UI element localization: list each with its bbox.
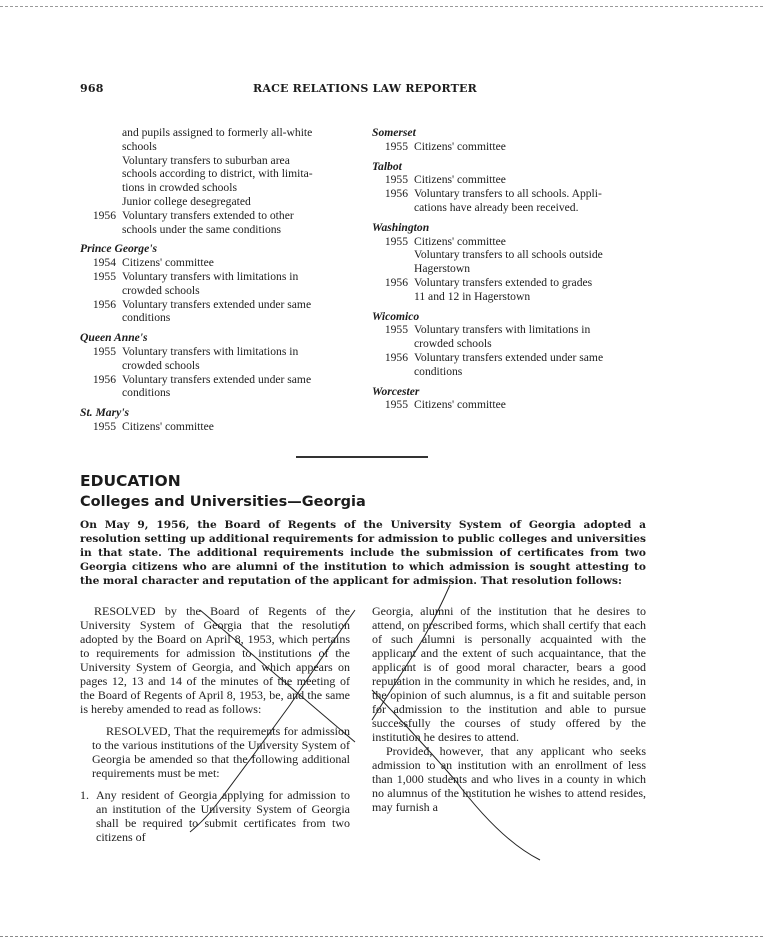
county-entry bbox=[372, 187, 647, 215]
entry-year: 1956 bbox=[384, 275, 408, 289]
county-entry bbox=[80, 373, 355, 401]
section-subheading: Colleges and Universities—Georgia bbox=[80, 494, 366, 510]
resolution-right-column bbox=[372, 604, 646, 814]
entry-year: 1956 bbox=[92, 372, 116, 386]
entry-year: 1955 bbox=[92, 269, 116, 283]
entry-year: 1956 bbox=[384, 187, 408, 201]
entry-line: Voluntary transfers to suburban area bbox=[122, 153, 290, 167]
resolution-paragraph: RESOLVED by the Board of Regents of the University System of Georgia that the resolution adopted by the Board on April 8, 1953, which pertains to requirements for admission to institutions of the University System of Georgia, and which appears on pages 12, 13 and 14 of the minutes of the meeting of the Board of Regents of April 8, 1953, be, and the same is hereby amended to read as follows: bbox=[80, 604, 350, 716]
entry-year: 1955 bbox=[384, 323, 408, 337]
left-county-column bbox=[80, 126, 355, 434]
entry-year: 1955 bbox=[384, 139, 408, 153]
county-entry bbox=[372, 173, 647, 187]
page-number: 968 bbox=[80, 82, 104, 95]
county-entry bbox=[372, 351, 647, 379]
entry-line: Voluntary transfers extended under same bbox=[414, 350, 604, 364]
requirement-text: Any resident of Georgia applying for admission to an institution of the University System of Georgia shall be required to submit certificates from two citizens of bbox=[96, 788, 350, 844]
section-intro: On May 9, 1956, the Board of Regents of the University System of Georgia adopted a resolution setting up additional requirements for admission to public colleges and universities in that state. The additional requirements include the submission of certificates from two Georgia citizens who are alumni of the institution to which admission is sought attesting to the moral character and reputation of the applicant for admission. That resolution follows: bbox=[80, 519, 646, 587]
entry-line: Voluntary transfers with limitations in bbox=[414, 323, 591, 337]
entry-year: 1955 bbox=[384, 234, 408, 248]
top-edge-dashes bbox=[0, 6, 763, 7]
county-entry bbox=[372, 323, 647, 351]
entry-line: crowded schools bbox=[414, 337, 492, 351]
entry-line: conditions bbox=[414, 364, 463, 378]
county-entry bbox=[80, 270, 355, 298]
entry-year: 1956 bbox=[384, 350, 408, 364]
entry-line: tions in crowded schools bbox=[122, 181, 237, 195]
entry-year: 1956 bbox=[92, 297, 116, 311]
entry-line: schools bbox=[122, 139, 157, 153]
requirement-number: 1. bbox=[80, 788, 89, 802]
entry-line: conditions bbox=[122, 386, 171, 400]
requirement-item bbox=[80, 788, 350, 844]
entry-line: Voluntary transfers to all schools. Appli- bbox=[414, 187, 602, 201]
county-entry bbox=[80, 209, 355, 237]
entry-line: Citizens' committee bbox=[414, 234, 506, 248]
entry-year: 1955 bbox=[384, 173, 408, 187]
section-heading: EDUCATION bbox=[80, 472, 181, 490]
county-name: Somerset bbox=[372, 126, 416, 139]
county-name: Worcester bbox=[372, 384, 420, 398]
county-entry bbox=[80, 345, 355, 373]
entry-year bbox=[80, 126, 122, 209]
right-county-column bbox=[372, 126, 647, 412]
county-name: Washington bbox=[372, 220, 430, 234]
entry-line: Citizens' committee bbox=[414, 139, 506, 153]
entry-line: Voluntary transfers extended to grades bbox=[414, 275, 593, 289]
entry-line: Citizens' committee bbox=[414, 398, 506, 412]
county-entry bbox=[372, 235, 647, 276]
resolution-quote: RESOLVED, That the requirements for admission to the various institutions of the University System of Georgia be amended so that the following additional requirements must be met: bbox=[92, 724, 350, 780]
county-name: Wicomico bbox=[372, 309, 420, 323]
entry-line: schools according to district, with limita- bbox=[122, 167, 313, 181]
county-entry bbox=[372, 276, 647, 304]
county-name: Prince George's bbox=[80, 242, 157, 256]
county-entry bbox=[372, 140, 647, 154]
entry-line: Voluntary transfers extended under same bbox=[122, 372, 312, 386]
entry-line: schools under the same conditions bbox=[122, 222, 282, 236]
entry-year: 1954 bbox=[92, 256, 116, 270]
entry-line: cations have already been received. bbox=[414, 200, 579, 214]
entry-year: 1956 bbox=[92, 208, 116, 222]
entry-year: 1955 bbox=[384, 398, 408, 412]
county-entry bbox=[372, 398, 647, 412]
entry-line: Voluntary transfers with limitations in bbox=[122, 269, 299, 283]
entry-line: crowded schools bbox=[122, 358, 200, 372]
entry-line: 11 and 12 in Hagerstown bbox=[414, 289, 531, 303]
resolution-proviso: Provided, however, that any applicant who seeks admission to an institution with an enrollment of less than 1,000 students and who lives in a county in which no alumnus of the institution he wishes to attend resides, may furnish a bbox=[372, 744, 646, 814]
entry-line: Voluntary transfers with limitations in bbox=[122, 344, 299, 358]
entry-year: 1955 bbox=[92, 419, 116, 433]
resolution-left-column bbox=[80, 604, 350, 844]
county-name: Talbot bbox=[372, 159, 402, 173]
entry-line: and pupils assigned to formerly all-white bbox=[122, 126, 313, 139]
bottom-edge-dashes bbox=[0, 936, 763, 937]
entry-line: conditions bbox=[122, 311, 171, 325]
entry-line: Voluntary transfers to all schools outside bbox=[414, 248, 603, 262]
entry-line: Voluntary transfers extended under same bbox=[122, 297, 312, 311]
county-name: Queen Anne's bbox=[80, 331, 148, 345]
entry-line: Voluntary transfers extended to other bbox=[122, 208, 294, 222]
entry-year: 1955 bbox=[92, 344, 116, 358]
county-entry bbox=[80, 256, 355, 270]
entry-line: Citizens' committee bbox=[414, 173, 506, 187]
entry-line: Citizens' committee bbox=[122, 419, 214, 433]
resolution-continuation: Georgia, alumni of the institution that he desires to attend, on prescribed forms, which shall certify that each of such alumni is personally acquainted with the applicant and the extent of such acquaintance, that the applicant is of good moral character, bears a good reputation in the community in which he resides, and, in the opinion of such alumnus, is a fit and suitable person for admission to the institution and able to pursue successfully the courses of study offered by the institution he desires to attend. bbox=[372, 604, 646, 744]
county-entry bbox=[80, 420, 355, 434]
entry-line: Hagerstown bbox=[414, 262, 471, 276]
county-name: St. Mary's bbox=[80, 406, 129, 420]
running-title: RACE RELATIONS LAW REPORTER bbox=[253, 82, 477, 95]
county-entry bbox=[80, 298, 355, 326]
entry-line: crowded schools bbox=[122, 283, 200, 297]
county-entry bbox=[80, 126, 355, 209]
entry-line: Junior college desegregated bbox=[122, 194, 251, 208]
section-divider bbox=[296, 456, 428, 458]
entry-line: Citizens' committee bbox=[122, 256, 214, 270]
